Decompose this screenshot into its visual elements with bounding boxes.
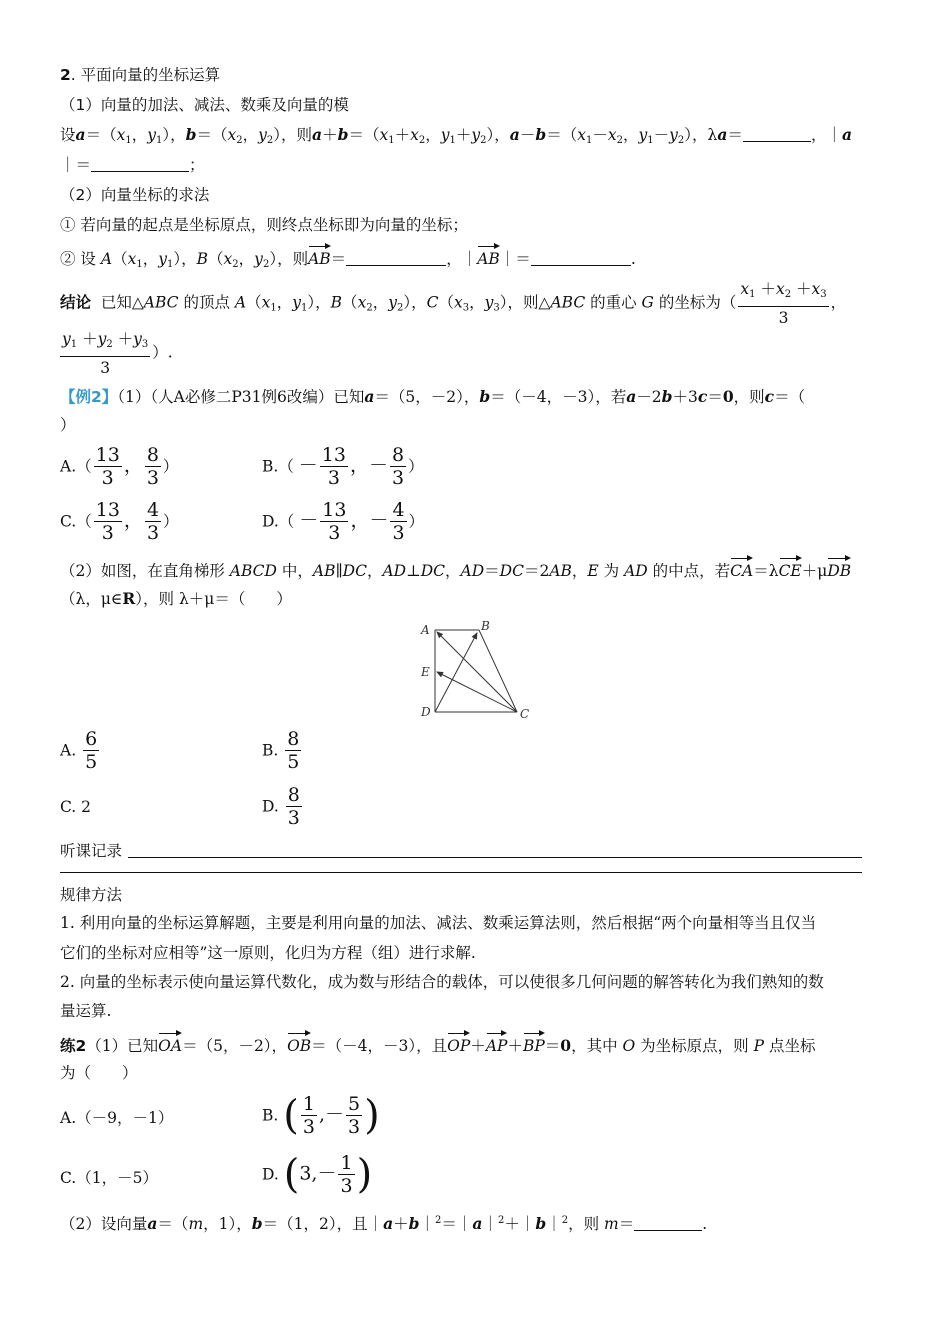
example2-q2-option-a[interactable]: A. $\frac{6}{5}$ <box>60 728 98 773</box>
rule-item-1: ① 若向量的起点是坐标原点，则终点坐标即为向量的坐标； <box>60 216 468 234</box>
example2-q2: （2）如图，在直角梯形 ABCD 中，AB∥DC，AD⊥DC，AD＝DC＝2AB，E 为 AD 的中点，若CA＝λCE＋μDB <box>60 556 851 582</box>
example2-option-d[interactable]: D.（ － $\frac{13}{3}$ ，－ $\frac{4}{3}$ ） <box>262 499 425 544</box>
example2-q2-option-d[interactable]: D. $\frac{8}{3}$ <box>262 784 300 829</box>
example2-option-a[interactable]: A.（ $\frac{13}{3}$ ， $\frac{8}{3}$ ） <box>60 444 179 489</box>
practice2-q1: 练2（1）已知OA＝（5，－2），OB＝（－4，－3），且OP＋AP＋BP＝0，其中 O 为坐标原点，则 P 点坐标 <box>60 1031 815 1057</box>
notes-line-1[interactable] <box>128 857 862 858</box>
formula-line: 设$a=(x_1$，$y_1$），$b=(x_2$，$y_2$），则$a+b=(x_1+x_2$，$y_1+y_2$），$a-b=(x_1-x_2$，$y_1-y_2$），λa＝ ，｜a <box>60 125 852 146</box>
label-b: B <box>481 619 490 633</box>
label-e: E <box>421 665 430 679</box>
practice2-option-d[interactable]: D. (3,－ $\frac{1}{3}$ ) <box>262 1151 373 1198</box>
method-p2-line2: 量运算. <box>60 1002 112 1020</box>
conclusion-cont: $\frac{y_1 +y_2 +y_3}{3}$ ）. <box>62 330 173 377</box>
subheading-coordinates: （2）向量坐标的求法 <box>60 186 210 204</box>
method-p1-line2: 它们的坐标对应相等”这一原则，化归为方程（组）进行求解. <box>60 944 476 962</box>
subheading-operations: （1）向量的加法、减法、数乘及向量的模 <box>60 96 349 114</box>
label-d: D <box>421 705 431 719</box>
practice2-label: 练2 <box>60 1037 87 1055</box>
practice2-option-a[interactable]: A.（－9，－1） <box>60 1109 174 1127</box>
practice2-q2: （2）设向量a＝（m，1），b＝（1，2），且｜a＋b｜$^2$＝｜a｜$^2$＋｜b｜$^2$，则 m＝ . <box>60 1214 708 1234</box>
section-title: 2. 平面向量的坐标运算 <box>60 66 221 84</box>
practice2-q1-cont: 为（ ） <box>60 1064 138 1082</box>
conclusion: 结论 已知△ABC 的顶点 $A(x_1$，$y_1$），$B(x_2$，$y_2$），$C(x_3$，$y_3$），则△ABC 的重心 G 的坐标为（ $\frac{x_1 +x_2 +x_3}{3}$ ， <box>60 280 847 327</box>
example2-label: 【例2】 <box>60 388 118 406</box>
rule-item-2: ② 设 $A(x_1$，$y_1$），$B(x_2$，$y_2$），则AB＝ ，｜AB｜＝ . <box>60 244 636 276</box>
method-p1-line1: 1. 利用向量的坐标运算解题，主要是利用向量的加法、减法、数乘运算法则，然后根据“两个向量相等当且仅当 <box>60 914 817 932</box>
label-c: C <box>520 707 530 721</box>
example2-q1: 【例2】（1）（人A必修二P31例6改编）已知a＝（5，－2），b＝（－4，－3），若a－2b＋3c＝0，则c＝（ <box>60 387 806 406</box>
notes-label: 听课记录 <box>60 842 123 860</box>
practice2-option-b[interactable]: B. ( $\frac{1}{3}$ ,－ $\frac{5}{3}$ ) <box>262 1092 380 1139</box>
practice2-option-c[interactable]: C.（1，－5） <box>60 1169 158 1187</box>
vector-ca <box>437 632 517 712</box>
label-a: A <box>421 623 430 637</box>
example2-q2-option-b[interactable]: B. $\frac{8}{5}$ <box>262 728 300 773</box>
formula-line-cont: ｜＝ ； <box>60 156 205 174</box>
edge-bc <box>479 630 517 712</box>
method-p2-line1: 2. 向量的坐标表示使向量运算代数化，成为数与形结合的载体，可以使很多几何问题的解答转化为我们熟知的数 <box>60 973 824 991</box>
example2-option-c[interactable]: C.（ $\frac{13}{3}$ ， $\frac{4}{3}$ ） <box>60 499 179 544</box>
trapezoid-figure <box>415 618 535 726</box>
example2-q2-cont: （λ，μ∈R），则 λ＋μ＝（ ） <box>60 589 292 608</box>
example2-option-b[interactable]: B.（ － $\frac{13}{3}$ ，－ $\frac{8}{3}$ ） <box>262 444 424 489</box>
vector-ce <box>437 672 517 712</box>
vector-db <box>435 633 477 712</box>
example2-q1-cont: ） <box>60 416 76 434</box>
notes-line-2[interactable] <box>60 872 862 873</box>
example2-q2-option-c[interactable]: C. 2 <box>60 798 92 816</box>
method-title: 规律方法 <box>60 886 123 904</box>
conclusion-label: 结论 <box>60 293 92 312</box>
